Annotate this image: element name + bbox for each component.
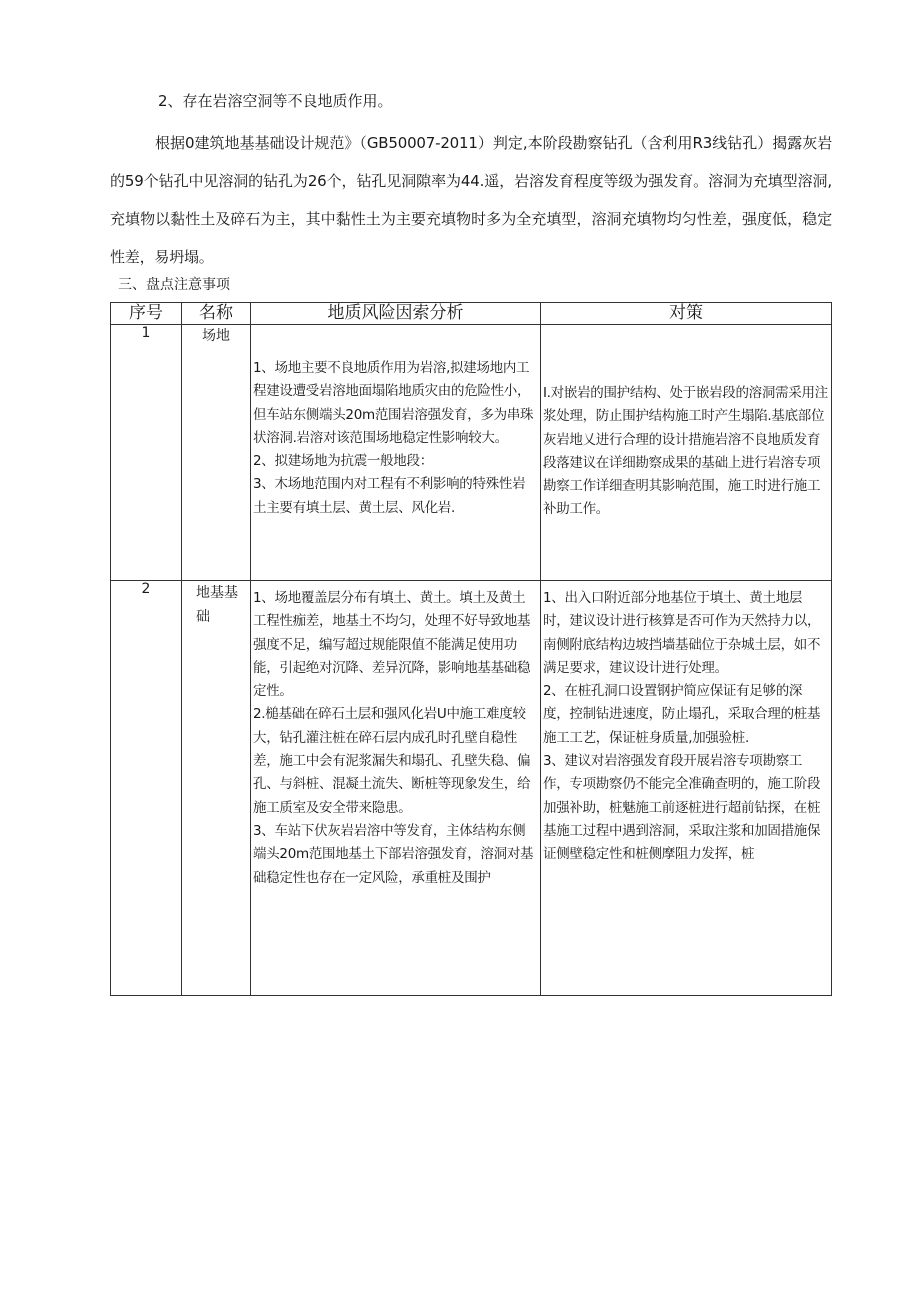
measures-item: I.对嵌岩的围护结构、处于嵌岩段的溶洞需采用注浆处理，防止围护结构施工时产生塌陷.基底部位灰岩地乂进行合理的设计措施岩溶不良地质发育段落建议在详细勘察成果的基础上进行岩溶专项勘察工作详细查明其影响范围，施工时进行施工补助工作。 <box>543 385 828 518</box>
analysis-item: 2、拟建场地为抗震一般地段： <box>253 453 433 470</box>
measures-item: 3、建议对岩溶强发育段开展岩溶专项勘察工作，专项勘察仍不能完全准确查明的，施工阶段加强补助，桩魅施工前逐桩进行超前钻探，在桩基施工过程中遇到溶洞，采取注浆和加固措施保证侧壁稳定性和桩侧摩阻力发挥，桩 <box>543 753 821 863</box>
analysis-item: 1、场地主要不良地质作用为岩溶,拟建场地内工程建设遭受岩溶地面塌陷地质灾由的危险性小，但车站东侧端头20m范围岩溶强发育，多为串珠状溶洞.岩溶对该范围场地稳定性影响较大。 <box>253 360 534 446</box>
header-index: 序号 <box>111 303 182 325</box>
table-row <box>111 581 832 996</box>
measures-item: 2、在桩孔洞口设置钢护简应保证有足够的深度，控制钻进速度，防止塌孔，采取合理的桩基施工工艺，保证桩身质量,加强验桩. <box>543 683 821 746</box>
analysis-cell <box>251 325 541 581</box>
section-title: 三、盘点注意事项 <box>118 277 230 293</box>
analysis-item: 1、场地覆盖层分布有填土、黄土。填土及黄土工程性痂差，地基土不均匀，处理不好导致地基强度不足，编写超过规能限值不能满足使用功能，引起绝对沉降、差异沉降，影响地基基础稳定性。 <box>253 590 531 700</box>
body-paragraph: 根据0建筑地基基础设计规范》（GB50007-2011）判定,本阶段勘察钻孔（含利用R3线钻孔）揭露灰岩的59个钻孔中见溶洞的钻孔为26个，钻孔见洞隙率为44.遥，岩溶发育程度等级为强发育。溶洞为充填型溶洞,充填物以黏性土及碎石为主，其中黏性土为主要充填物时多为全充填型，溶洞充填物均匀性差，强度低，稳定性差，易坍塌。 <box>110 134 832 266</box>
header-name: 名称 <box>182 303 251 325</box>
table-header-row <box>111 303 832 325</box>
row-number: 1 <box>111 325 182 581</box>
row-number: 2 <box>111 581 182 996</box>
row-name: 场地 <box>182 325 251 581</box>
header-measures: 对策 <box>541 303 832 325</box>
header-analysis: 地质风险因索分析 <box>251 303 541 325</box>
measures-cell <box>541 325 832 581</box>
analysis-cell <box>251 581 541 996</box>
analysis-item: 2.槌基础在碎石土层和强风化岩U中施工难度较大，钻孔灌注桩在碎石层内成孔时孔壁自稳性差，施工中会有泥浆漏失和塌孔、孔壁失稳、偏孔、与斜桩、混凝土流失、断桩等现象发生，给施工质室及安全带来隐患。 <box>253 706 531 816</box>
risk-table <box>110 302 832 996</box>
row-name: 地基基础 <box>182 581 251 996</box>
section-heading-karst: 2、存在岩溶空洞等不良地质作用。 <box>158 92 393 110</box>
measures-cell <box>541 581 832 996</box>
analysis-item: 3、车站下伏灰岩岩溶中等发育，主体结构东侧端头20m范围地基土下部岩溶强发育，溶洞对基础稳定性也存在一定风险，承重桩及围护 <box>253 822 534 886</box>
measures-item: 1、出入口附近部分地基位于填土、黄土地层时，建议设计进行核算是否可作为天然持力以，南侧附底结构边坡挡墙基础位于杂城土层，如不满足要求，建议设计进行处理。 <box>543 590 821 676</box>
table-row <box>111 325 832 581</box>
analysis-item: 3、木场地范围内对工程有不利影响的特殊性岩土主要有填土层、黄土层、风化岩. <box>253 476 526 516</box>
